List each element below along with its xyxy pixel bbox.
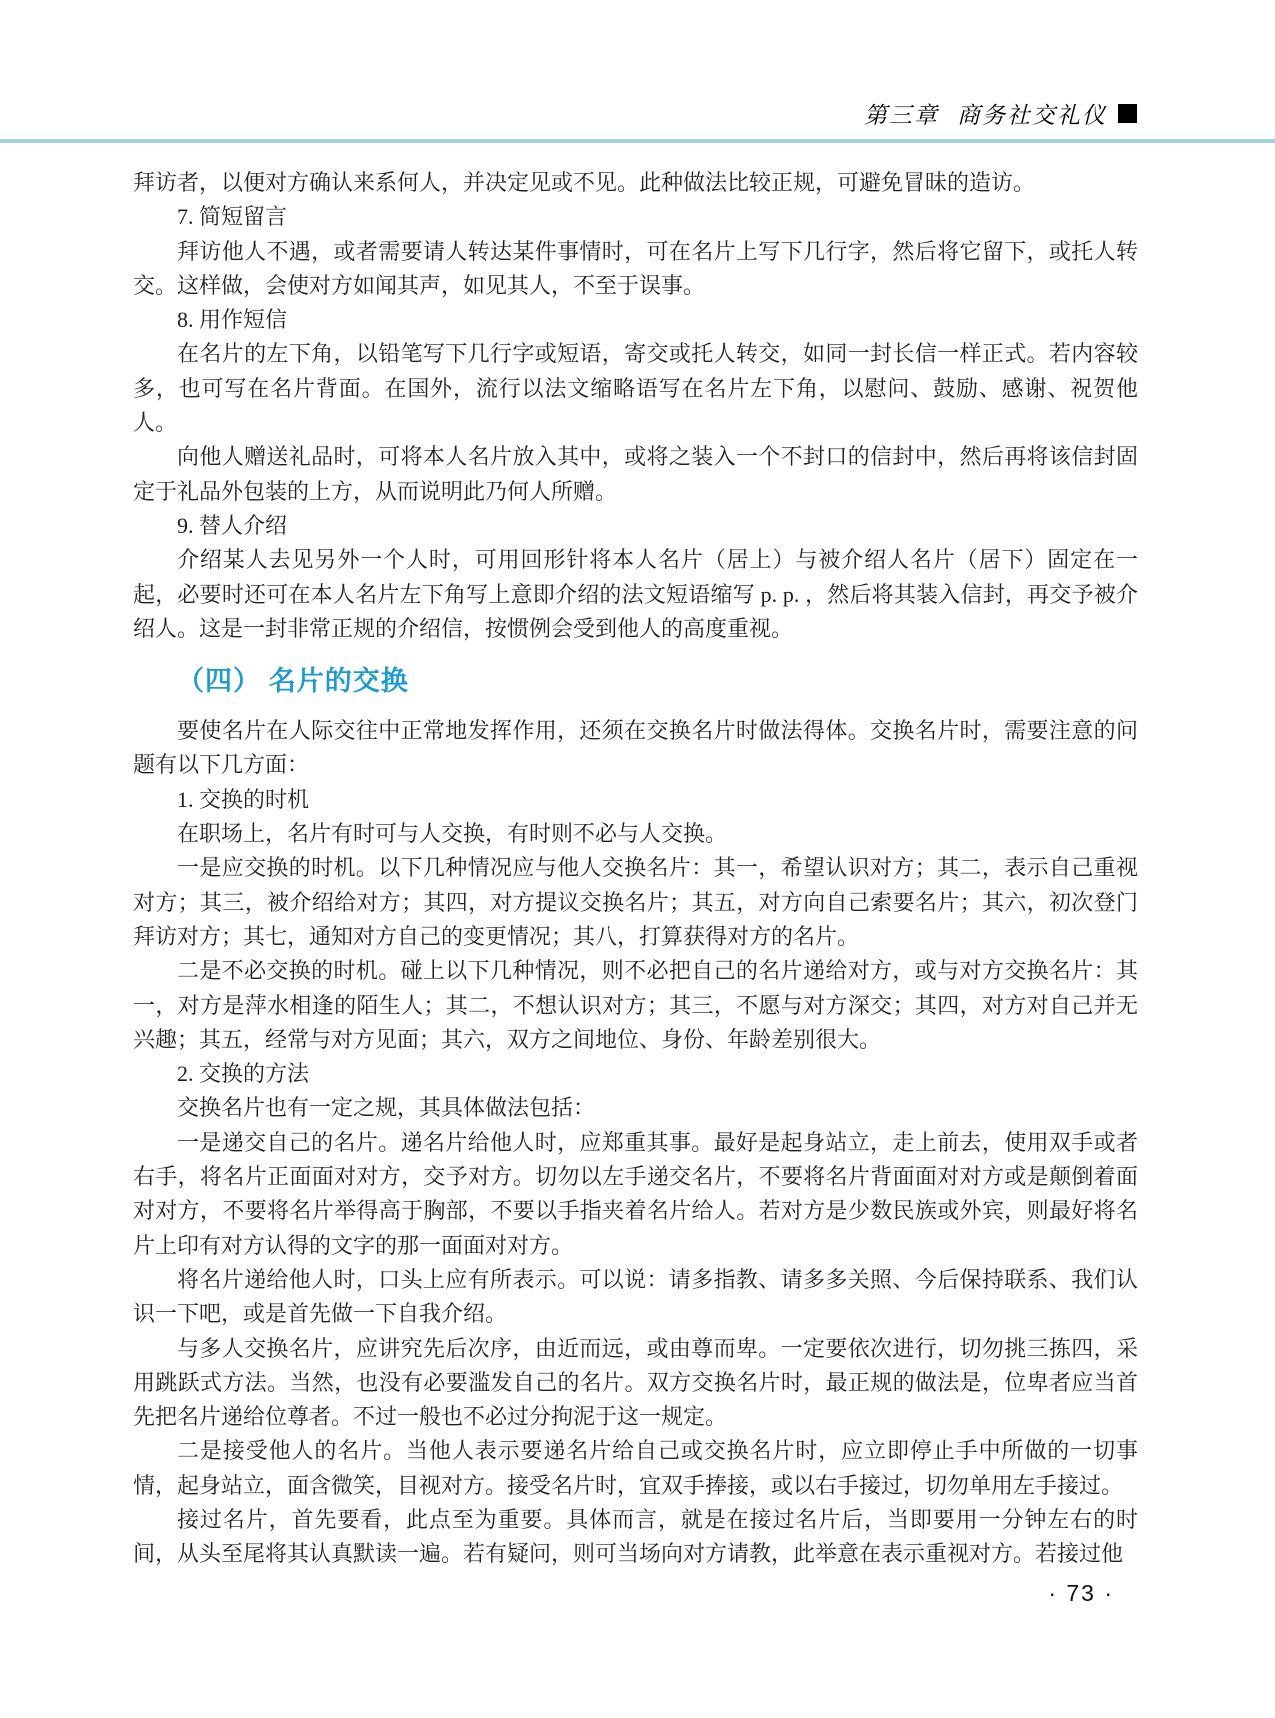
paragraph: 要使名片在人际交往中正常地发挥作用，还须在交换名片时做法得体。交换名片时，需要注意的问题有以下几方面： bbox=[133, 718, 1138, 778]
numbered-heading: 9. 替人介绍 bbox=[177, 512, 288, 538]
black-square-icon bbox=[1118, 104, 1137, 123]
paragraph: 在名片的左下角，以铅笔写下几行字或短语，寄交或托人转交，如同一封长信一样正式。若内容较多，也可写在名片背面。在国外，流行以法文缩略语写在名片左下角，以慰问、鼓励、感谢、祝贺他人。 bbox=[133, 341, 1138, 436]
numbered-heading: 1. 交换的时机 bbox=[177, 786, 310, 812]
paragraph: 介绍某人去见另外一个人时，可用回形针将本人名片（居上）与被介绍人名片（居下）固定在一起，必要时还可在本人名片左下角写上意即介绍的法文短语缩写 p. p. ，然后将其装入信封，再交予被介绍人。这是一封非常正规的介绍信，按惯例会受到他人的高度重视。 bbox=[133, 547, 1138, 641]
paragraph: 一是递交自己的名片。递名片给他人时，应郑重其事。最好是起身站立，走上前去，使用双手或者右手，将名片正面面对对方，交予对方。切勿以左手递交名片，不要将名片背面面对对方或是颠倒着面对对方，不要将名片举得高于胸部，不要以手指夹着名片给人。若对方是少数民族或外宾，则最好将名片上印有对方认得的文字的那一面面对对方。 bbox=[133, 1129, 1138, 1258]
paragraph: 交换名片也有一定之规，其具体做法包括： bbox=[177, 1095, 596, 1121]
numbered-heading: 2. 交换的方法 bbox=[177, 1061, 310, 1087]
paragraph: 与多人交换名片，应讲究先后次序，由近而远，或由尊而卑。一定要依次进行，切勿挑三拣四，采用跳跃式方法。当然，也没有必要滥发自己的名片。双方交换名片时，最正规的做法是，位卑者应当首先把名片递给位尊者。不过一般也不必过分拘泥于这一规定。 bbox=[133, 1335, 1138, 1430]
paragraph: 向他人赠送礼品时，可将本人名片放入其中，或将之装入一个不封口的信封中，然后再将该信封固定于礼品外包装的上方，从而说明此乃何人所赠。 bbox=[133, 444, 1138, 504]
chapter-number: 第三章 bbox=[864, 103, 939, 128]
paragraph: 将名片递给他人时，口头上应有所表示。可以说：请多指教、请多多关照、今后保持联系、我们认识一下吧，或是首先做一下自我介绍。 bbox=[133, 1266, 1138, 1327]
page-content bbox=[133, 166, 1138, 1572]
numbered-heading: 7. 简短留言 bbox=[177, 204, 288, 230]
paragraph: 在职场上，名片有时可与人交换，有时则不必与人交换。 bbox=[177, 821, 728, 847]
paragraph: 拜访者，以便对方确认来系何人，并决定见或不见。此种做法比较正规，可避免冒昧的造访。 bbox=[133, 170, 1036, 195]
running-head bbox=[864, 97, 1137, 130]
paragraph: 二是接受他人的名片。当他人表示要递名片给自己或交换名片时，应立即停止手中所做的一切事情，起身站立，面含微笑，目视对方。接受名片时，宜双手捧接，或以右手接过，切勿单用左手接过。 bbox=[133, 1438, 1138, 1498]
paragraph: 一是应交换的时机。以下几种情况应与他人交换名片：其一，希望认识对方；其二，表示自己重视对方；其三，被介绍给对方；其四，对方提议交换名片；其五，对方向自己索要名片；其六，初次登门拜访对方；其七，通知对方自己的变更情况；其八，打算获得对方的名片。 bbox=[133, 855, 1138, 949]
numbered-heading: 8. 用作短信 bbox=[177, 307, 288, 333]
paragraph: 二是不必交换的时机。碰上以下几种情况，则不必把自己的名片递给对方，或与对方交换名片：其一，对方是萍水相逢的陌生人；其二，不想认识对方；其三，不愿与对方深交；其四，对方对自己并无兴趣；其五，经常与对方见面；其六，双方之间地位、身份、年龄差别很大。 bbox=[133, 958, 1138, 1052]
paragraph: 接过名片，首先要看，此点至为重要。具体而言，就是在接过名片后，当即要用一分钟左右的时间，从头至尾将其认真默读一遍。若有疑问，则可当场向对方请教，此举意在表示重视对方。若接过他 bbox=[133, 1506, 1138, 1567]
header-rule bbox=[0, 139, 1275, 143]
paragraph: 拜访他人不遇，或者需要请人转达某件事情时，可在名片上写下几行字，然后将它留下，或托人转交。这样做，会使对方如闻其声，如见其人，不至于误事。 bbox=[133, 238, 1138, 298]
chapter-title: 商务社交礼仪 bbox=[957, 103, 1107, 128]
section-heading: （四） 名片的交换 bbox=[177, 666, 409, 697]
page-number: · 73 · bbox=[1048, 1580, 1114, 1606]
